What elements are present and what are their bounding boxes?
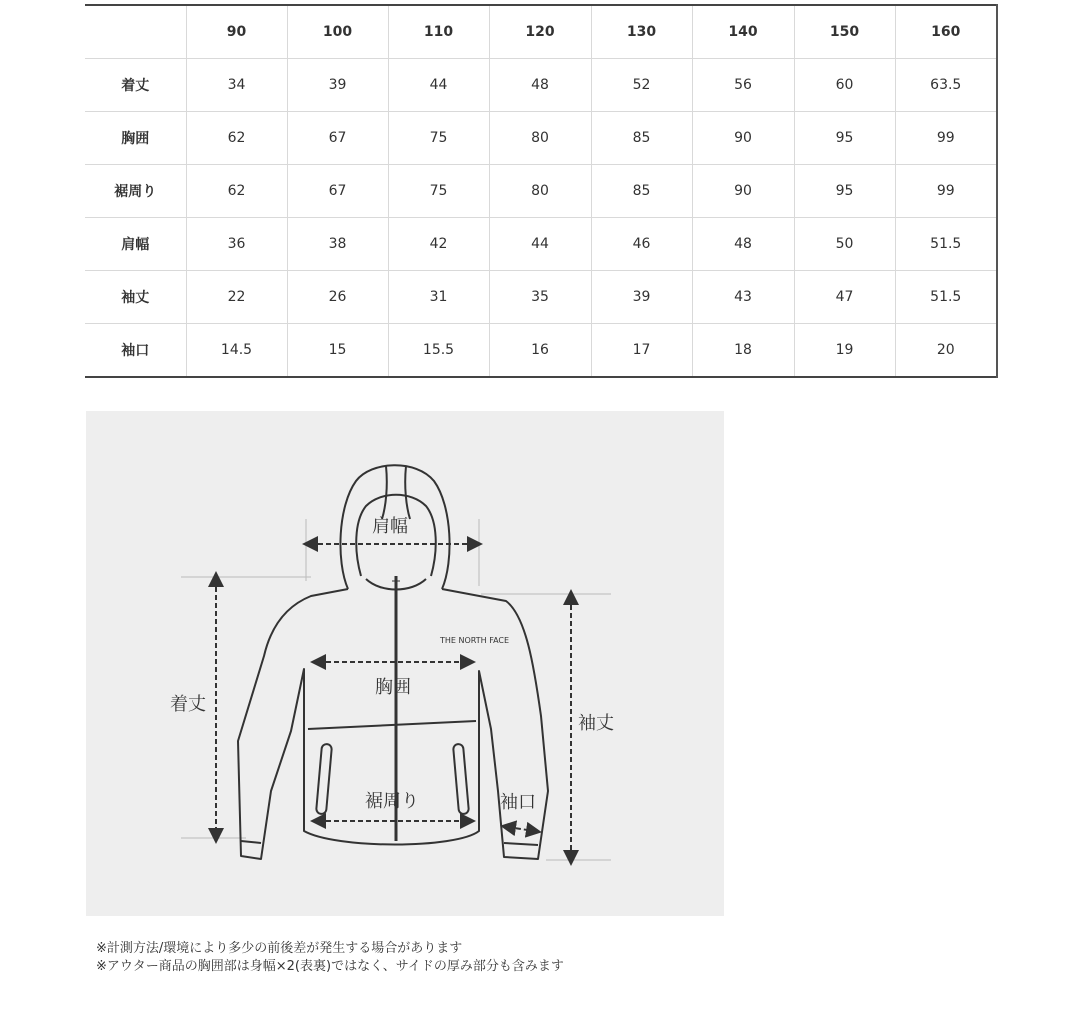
- length-label: 着丈: [170, 694, 206, 715]
- measurement-value: 67: [287, 165, 388, 218]
- measurement-value: 90: [692, 165, 794, 218]
- measurement-label: 裾周り: [85, 165, 186, 218]
- measurement-value: 36: [186, 218, 287, 271]
- header-empty-cell: [85, 5, 186, 59]
- measurement-label: 袖丈: [85, 271, 186, 324]
- measurement-value: 51.5: [895, 271, 997, 324]
- measurement-value: 95: [794, 165, 895, 218]
- measurement-value: 22: [186, 271, 287, 324]
- measurement-diagram: [86, 411, 724, 916]
- measurement-value: 63.5: [895, 59, 997, 112]
- measurement-value: 16: [489, 324, 591, 378]
- size-header: 110: [388, 5, 489, 59]
- measurement-row: [85, 59, 997, 112]
- measurement-value: 35: [489, 271, 591, 324]
- measurement-value: 75: [388, 165, 489, 218]
- measurement-value: 48: [489, 59, 591, 112]
- measurement-value: 48: [692, 218, 794, 271]
- measurement-value: 34: [186, 59, 287, 112]
- measurement-value: 99: [895, 165, 997, 218]
- measurement-row: [85, 324, 997, 378]
- measurement-value: 26: [287, 271, 388, 324]
- measurement-label: 着丈: [85, 59, 186, 112]
- note-line: ※計測方法/環境により多少の前後差が発生する場合があります: [96, 941, 463, 956]
- size-header-row: [85, 5, 997, 59]
- measurement-value: 62: [186, 165, 287, 218]
- cuff-label: 袖口: [500, 792, 536, 813]
- measurement-value: 90: [692, 112, 794, 165]
- jacket-illustration: [86, 411, 724, 916]
- measurement-value: 99: [895, 112, 997, 165]
- measurement-value: 52: [591, 59, 692, 112]
- measurement-value: 46: [591, 218, 692, 271]
- measurement-row: [85, 271, 997, 324]
- measurement-value: 56: [692, 59, 794, 112]
- sleeve-label: 袖丈: [578, 713, 614, 734]
- measurement-value: 85: [591, 165, 692, 218]
- measurement-notes: [96, 940, 564, 976]
- measurement-value: 20: [895, 324, 997, 378]
- measurement-label: 肩幅: [85, 218, 186, 271]
- measurement-value: 75: [388, 112, 489, 165]
- measurement-row: [85, 165, 997, 218]
- size-header: 100: [287, 5, 388, 59]
- size-header: 160: [895, 5, 997, 59]
- measurement-value: 15: [287, 324, 388, 378]
- measurement-value: 60: [794, 59, 895, 112]
- measurement-value: 42: [388, 218, 489, 271]
- measurement-value: 14.5: [186, 324, 287, 378]
- measurement-value: 50: [794, 218, 895, 271]
- brand-logo: THE NORTH FACE: [440, 636, 510, 645]
- size-header: 150: [794, 5, 895, 59]
- hem-label: 裾周り: [365, 791, 419, 812]
- measurement-value: 95: [794, 112, 895, 165]
- measurement-value: 44: [489, 218, 591, 271]
- chest-label: 胸囲: [375, 677, 411, 698]
- measurement-value: 38: [287, 218, 388, 271]
- measurement-value: 44: [388, 59, 489, 112]
- measurement-value: 19: [794, 324, 895, 378]
- measurement-row: [85, 218, 997, 271]
- size-header: 140: [692, 5, 794, 59]
- note-line: ※アウター商品の胸囲部は身幅×2(表裏)ではなく、サイドの厚み部分も含みます: [96, 959, 564, 974]
- measurement-row: [85, 112, 997, 165]
- size-header: 130: [591, 5, 692, 59]
- cuff-arrow: [508, 827, 534, 831]
- measurement-value: 18: [692, 324, 794, 378]
- measurement-value: 43: [692, 271, 794, 324]
- size-header: 90: [186, 5, 287, 59]
- measurement-value: 80: [489, 165, 591, 218]
- shoulder-label: 肩幅: [372, 516, 408, 537]
- size-header: 120: [489, 5, 591, 59]
- size-chart-table: [85, 4, 998, 378]
- measurement-value: 80: [489, 112, 591, 165]
- measurement-value: 39: [287, 59, 388, 112]
- measurement-value: 15.5: [388, 324, 489, 378]
- measurement-label: 袖口: [85, 324, 186, 378]
- measurement-value: 67: [287, 112, 388, 165]
- measurement-value: 47: [794, 271, 895, 324]
- measurement-value: 31: [388, 271, 489, 324]
- measurement-value: 85: [591, 112, 692, 165]
- measurement-value: 17: [591, 324, 692, 378]
- measurement-value: 51.5: [895, 218, 997, 271]
- measurement-value: 62: [186, 112, 287, 165]
- measurement-label: 胸囲: [85, 112, 186, 165]
- measurement-value: 39: [591, 271, 692, 324]
